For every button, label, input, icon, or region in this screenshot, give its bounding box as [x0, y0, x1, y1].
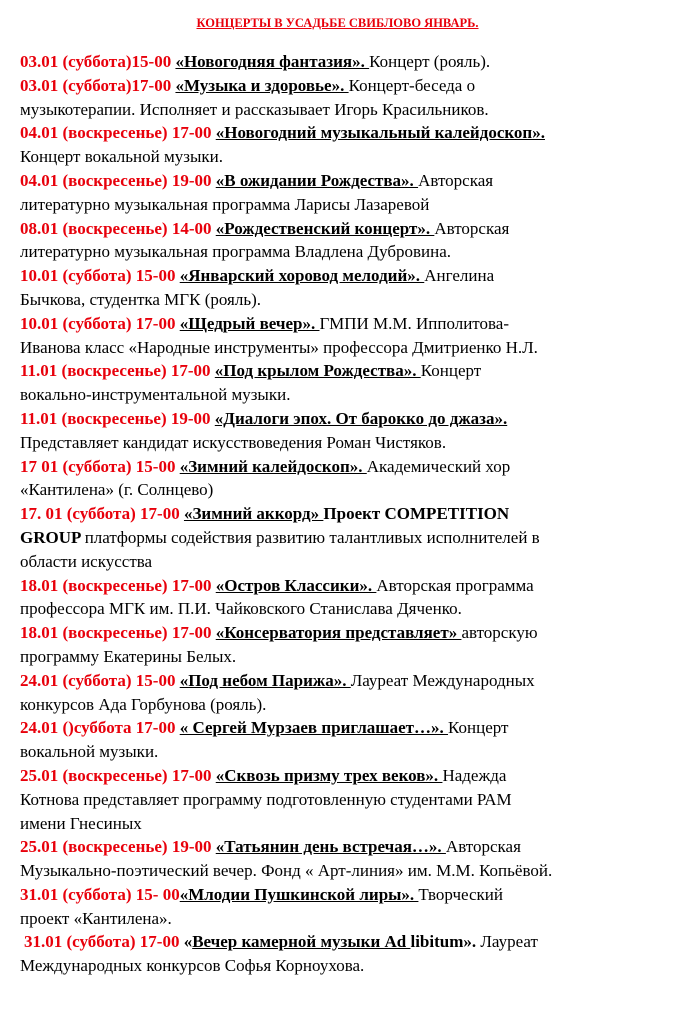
event-line — [20, 502, 670, 526]
event-line — [20, 883, 670, 907]
event-title: «Новогодняя фантазия». — [175, 52, 370, 71]
event-date: 03.01 (суббота)17-00 — [20, 75, 176, 95]
event-item — [20, 764, 670, 835]
event-description: Авторская — [445, 837, 521, 857]
event-title: «Рождественский концерт». — [215, 218, 435, 238]
event-date: 03.01 (суббота)15-00 — [20, 52, 176, 71]
event-description: Авторская — [434, 218, 510, 238]
event-title: «Музыка и здоровье». — [175, 75, 349, 95]
event-description: Концерт (рояль). — [369, 52, 491, 71]
event-line — [20, 716, 670, 740]
event-description: ГМПИ М.М. Ипполитова- — [319, 313, 510, 333]
event-date: 24.01 ()суббота 17-00 — [20, 718, 180, 738]
event-item — [20, 264, 670, 312]
event-date: 10.01 (суббота) 15-00 — [20, 266, 180, 286]
event-description: Концерт — [420, 361, 482, 381]
event-line — [20, 74, 670, 98]
event-title: «Млодии Пушкинской лиры». — [179, 884, 419, 904]
event-description: Концерт вокальной музыки. — [20, 147, 223, 167]
event-description: конкурсов Ада Горбунова (рояль). — [20, 694, 267, 714]
event-title: «Под небом Парижа». — [179, 670, 351, 690]
event-line — [20, 574, 670, 598]
event-item — [20, 217, 670, 265]
event-date: 31.01 (суббота) 17-00 — [24, 932, 184, 952]
event-line — [20, 169, 670, 193]
event-date: 04.01 (воскресенье) 19-00 — [20, 170, 216, 190]
event-item — [20, 669, 670, 717]
event-title: «Новогодний музыкальный калейдоскоп». — [215, 123, 545, 143]
event-description: Музыкально-поэтический вечер. Фонд « Арт-линия» им. М.М. Копьёвой. — [20, 861, 553, 881]
event-description: Котнова представляет программу подготовленную студентами РАМ — [20, 789, 512, 809]
event-description: Надежда — [442, 765, 507, 785]
event-date: 24.01 (суббота) 15-00 — [20, 670, 180, 690]
event-description: проект «Кантилена». — [20, 908, 172, 928]
event-description: литературно музыкальная программа Владлена Дубровина. — [20, 242, 452, 262]
event-line — [20, 121, 670, 145]
event-item — [20, 502, 670, 573]
event-title-end: libitum». — [410, 932, 481, 952]
event-description: Лауреат — [480, 932, 538, 952]
event-title: «Январский хоровод мелодий». — [179, 266, 425, 286]
event-description: Авторская — [418, 170, 494, 190]
event-date: 11.01 (воскресенье) 19-00 — [20, 408, 215, 428]
event-title: «Диалоги эпох. От барокко до джаза». — [214, 408, 508, 428]
event-date: 18.01 (воскресенье) 17-00 — [20, 575, 216, 595]
event-line — [20, 264, 670, 288]
event-title-quote: « — [183, 932, 193, 952]
event-date: 18.01 (воскресенье) 17-00 — [20, 623, 216, 643]
event-item — [20, 50, 670, 74]
event-description: платформы содействия развитию талантливых исполнителей в — [84, 527, 540, 547]
event-line — [20, 455, 670, 479]
event-title: «Татьянин день встречая…». — [215, 837, 446, 857]
event-line — [20, 217, 670, 241]
event-description: вокально-инструментальной музыки. — [20, 385, 291, 405]
event-date: 04.01 (воскресенье) 17-00 — [20, 123, 216, 143]
event-title: «В ожидании Рождества». — [215, 170, 419, 190]
event-description: программу Екатерины Белых. — [20, 646, 237, 666]
event-description: музыкотерапии. Исполняет и рассказывает Игорь Красильников. — [20, 99, 489, 119]
event-title: Вечер камерной музыки Ad — [192, 932, 411, 952]
event-title: «Под крылом Рождества». — [214, 361, 421, 381]
event-title: « Сергей Мурзаев приглашает…». — [179, 718, 449, 738]
event-description: Концерт — [448, 718, 509, 738]
event-title: «Зимний калейдоскоп». — [179, 456, 367, 476]
event-line — [20, 621, 670, 645]
event-item — [20, 312, 670, 360]
event-item — [20, 621, 670, 669]
event-description: области искусства — [20, 551, 153, 571]
event-item — [20, 74, 670, 122]
event-date: 31.01 (суббота) 15- 00 — [20, 884, 180, 904]
event-title: «Щедрый вечер». — [179, 313, 320, 333]
event-line — [20, 930, 670, 954]
event-title: «Остров Классики». — [215, 575, 377, 595]
event-date: 08.01 (воскресенье) 14-00 — [20, 218, 216, 238]
event-description: Творческий — [418, 884, 503, 904]
event-line — [20, 50, 670, 74]
event-item — [20, 574, 670, 622]
event-description: Лауреат Международных — [350, 670, 535, 690]
event-date: 17 01 (суббота) 15-00 — [20, 456, 180, 476]
event-project: Проект COMPETITION — [323, 504, 510, 524]
event-line — [20, 764, 670, 788]
event-line — [20, 835, 670, 859]
event-description: Бычкова, студентка МГК (рояль). — [20, 289, 262, 309]
event-list — [20, 50, 670, 978]
event-item — [20, 407, 670, 455]
event-date: 25.01 (воскресенье) 19-00 — [20, 837, 216, 857]
event-description: литературно музыкальная программа Ларисы Лазаревой — [20, 194, 430, 214]
event-description: Международных конкурсов Софья Корноухова. — [20, 956, 365, 976]
event-description: Академический хор — [366, 456, 511, 476]
event-date: 17. 01 (суббота) 17-00 — [20, 504, 184, 524]
event-date: 11.01 (воскресенье) 17-00 — [20, 361, 215, 381]
event-item — [20, 121, 670, 169]
event-item — [20, 359, 670, 407]
event-description: профессора МГК им. П.И. Чайковского Станислава Дяченко. — [20, 599, 462, 619]
event-item — [20, 716, 670, 764]
event-item — [20, 835, 670, 883]
event-description: Ангелина — [424, 266, 495, 286]
event-description: «Кантилена» (г. Солнцево) — [20, 480, 214, 500]
event-description: Представляет кандидат искусствоведения Роман Чистяков. — [20, 432, 447, 452]
event-line — [20, 526, 670, 550]
event-item — [20, 883, 670, 931]
event-item — [20, 169, 670, 217]
event-line — [20, 669, 670, 693]
event-description: Иванова класс «Народные инструменты» профессора Дмитриенко Н.Л. — [20, 337, 538, 357]
event-date: 10.01 (суббота) 17-00 — [20, 313, 180, 333]
event-title: «Сквозь призму трех веков». — [215, 765, 443, 785]
event-project: GROUP — [20, 527, 85, 547]
event-item — [20, 930, 670, 978]
event-line — [20, 312, 670, 336]
event-description: авторскую — [461, 623, 538, 643]
event-description: имени Гнесиных — [20, 813, 142, 833]
event-description: Концерт-беседа о — [348, 75, 476, 95]
event-line — [20, 407, 670, 431]
event-description: Авторская программа — [376, 575, 534, 595]
event-date: 25.01 (воскресенье) 17-00 — [20, 765, 216, 785]
event-line — [20, 359, 670, 383]
event-title: «Зимний аккорд» — [183, 504, 324, 524]
event-title: «Консерватория представляет» — [215, 623, 462, 643]
page-title: КОНЦЕРТЫ В УСАДЬБЕ СВИБЛОВО ЯНВАРЬ. — [196, 16, 479, 30]
event-item — [20, 455, 670, 503]
event-description: вокальной музыки. — [20, 742, 159, 762]
